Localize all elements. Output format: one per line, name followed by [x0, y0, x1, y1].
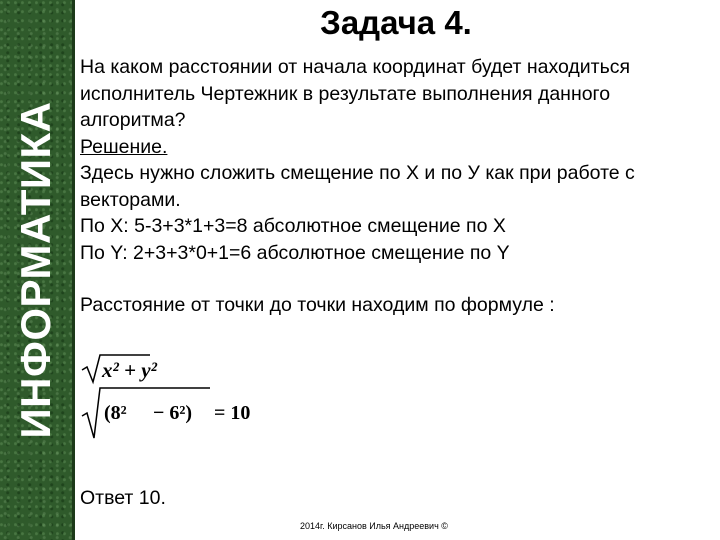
answer-text: Ответ 10. [80, 487, 166, 509]
solution-line-4: Расстояние от точки до точки находим по формуле : [80, 294, 555, 316]
formula-general: x² + y² [102, 358, 157, 382]
sidebar-label: ИНФОРМАТИКА [12, 101, 59, 439]
footer-copyright: 2014г. Кирсанов Илья Андреевич © [300, 521, 448, 531]
formula-result: = 10 [214, 402, 251, 424]
question-text: На каком расстоянии от начала координат будет находиться исполнитель Чертежник в результате выполнения данного алгоритма? [80, 56, 631, 131]
slide-body [80, 54, 712, 319]
solution-line-2: По Х: 5-3+3*1+3=8 абсолютное смещение по Х [80, 215, 506, 237]
formula-part-a: (8² [104, 402, 127, 424]
formula-svg [80, 352, 280, 442]
solution-line-1: Здесь нужно сложить смещение по Х и по У как при работе с векторами. [80, 162, 635, 211]
sidebar [0, 0, 75, 540]
page-title: Задача 4. [320, 4, 472, 41]
distance-formula [80, 352, 280, 442]
formula-part-b: − 6²) [153, 402, 193, 424]
solution-line-3: По Y: 2+3+3*0+1=6 абсолютное смещение по Y [80, 241, 510, 264]
solution-heading: Решение. [80, 135, 168, 158]
